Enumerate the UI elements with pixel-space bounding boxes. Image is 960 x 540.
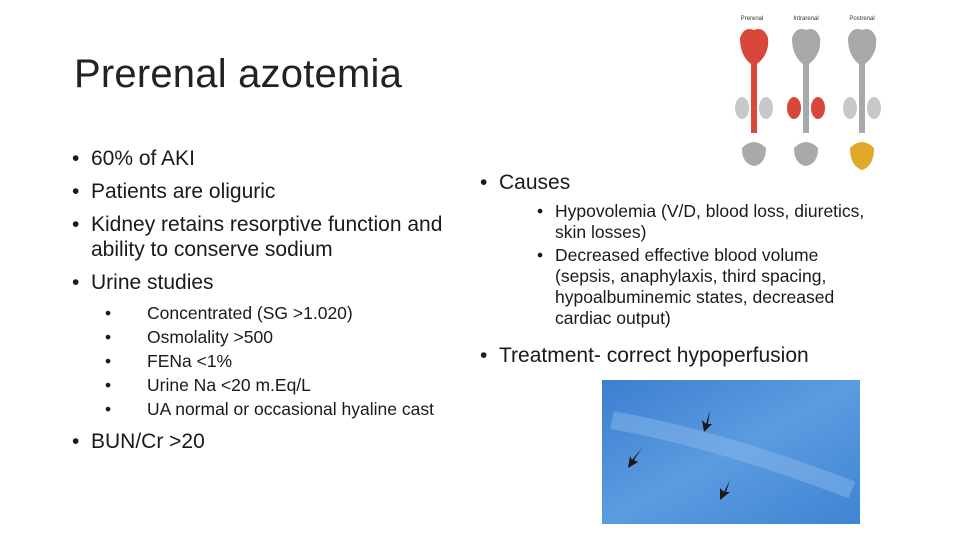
bullet-oliguric: • Patients are oliguric — [72, 179, 472, 204]
bullet-kidney-retains: • Kidney retains resorptive function and ability to conserve sodium — [72, 212, 472, 262]
bullet-causes-label: Causes — [499, 171, 571, 194]
panel-label-prerenal: Prerenal — [740, 16, 764, 22]
aki-types-figure — [730, 8, 890, 188]
heart-icon — [848, 29, 876, 66]
bullet-urine-studies-label: Urine studies — [91, 271, 214, 294]
left-bullet-list — [72, 146, 472, 454]
sub-bullet-concentrated: • Concentrated (SG >1.020) — [91, 301, 472, 325]
sub-bullet-urine-na: • Urine Na <20 m.Eq/L — [91, 373, 472, 397]
sub-bullet-ua: • UA normal or occasional hyaline cast — [91, 397, 472, 421]
sub-bullet-osmolality: • Osmolality >500 — [91, 325, 472, 349]
aorta-shape — [751, 63, 757, 133]
kidney-right-icon — [759, 97, 773, 119]
urine-studies-sublist — [91, 301, 472, 421]
panel-label-intrarenal: Intrarenal — [793, 16, 819, 22]
bullet-causes — [480, 170, 880, 329]
aorta-shape — [803, 63, 809, 133]
causes-sublist — [499, 201, 880, 329]
panel-label-postrenal: Postrenal — [849, 16, 875, 22]
bladder-icon — [742, 142, 766, 166]
bullet-bun-cr: • BUN/Cr >20 — [72, 429, 472, 454]
sub-bullet-hypovolemia: • Hypovolemia (V/D, blood loss, diuretics, skin losses) — [499, 201, 880, 243]
urine-microscopy-image — [602, 380, 860, 524]
kidney-left-icon — [787, 97, 801, 119]
heart-icon — [792, 29, 820, 66]
left-column — [72, 146, 472, 462]
kidney-left-icon — [843, 97, 857, 119]
kidney-left-icon — [735, 97, 749, 119]
right-column — [480, 170, 880, 374]
bladder-icon — [850, 142, 874, 170]
bullet-treatment: • Treatment- correct hypoperfusion — [480, 343, 880, 368]
intrarenal-panel — [787, 29, 825, 166]
kidney-right-icon — [811, 97, 825, 119]
right-bullet-list — [480, 170, 880, 368]
sub-bullet-decreased-volume: • Decreased effective blood volume (sepsis, anaphylaxis, third spacing, hypoalbuminemic states, decreased cardiac output) — [499, 245, 880, 329]
bladder-icon — [794, 142, 818, 166]
slide-title: Prerenal azotemia — [74, 52, 403, 96]
sub-bullet-fena: • FENa <1% — [91, 349, 472, 373]
postrenal-panel — [843, 29, 881, 170]
bullet-urine-studies — [72, 270, 472, 421]
bullet-aki: • 60% of AKI — [72, 146, 472, 171]
heart-icon — [740, 29, 768, 66]
aorta-shape — [859, 63, 865, 133]
kidney-right-icon — [867, 97, 881, 119]
prerenal-panel — [735, 29, 773, 166]
